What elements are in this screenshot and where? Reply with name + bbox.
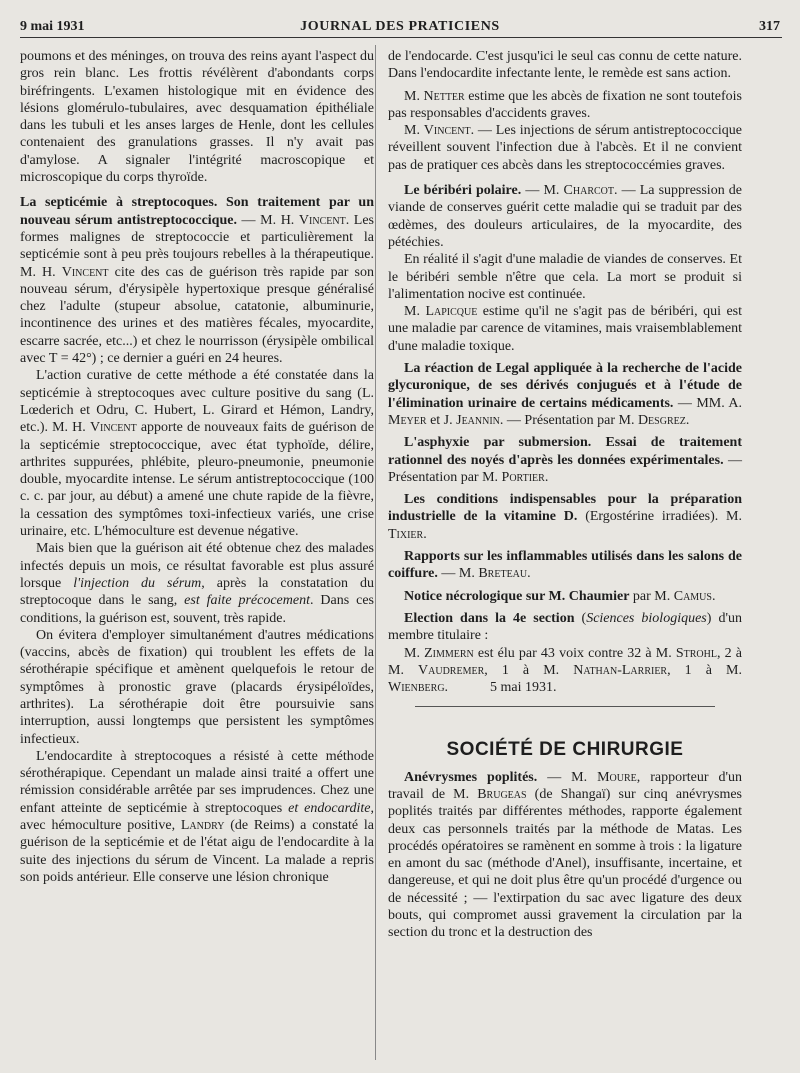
article-beriberi: Le béribéri polaire. — M. Charcot. — La suppression de viande de conserves guérit cette maladie qui se traduit par des œdèmes, des douleurs articulaires, de la myocardite, des pétéchies. — [388, 183, 743, 250]
paragraph: M. Netter estime que les abcès de fixation ne sont toutefois pas responsables d'accidents graves. — [388, 88, 742, 121]
article-septicemie: La septicémie à streptocoques. Son traitement par un nouveau sérum antistreptococcique. — M. H. Vincent. Les formes malignes de streptococcie et particulièrement la septicémie sont à peu près toujours rebelles à la thérapeutique. M. H. Vincent cite des cas de guérison très rapide par son nouveau sérum, d'érysipèle hypertoxique presque généralisé chez l'adulte (stupeur absolue, catatonie, albuminurie, incontinence des urines et des matières fécales, myocardite, escarre sacrée, etc...) et chez le nourrisson (érysipèle ombilical avec T = 42°) ; ce dernier a guéri en 24 heures. — [20, 195, 374, 367]
article-inflammables: Rapports sur les inflammables utilisés dans les salons de coiffure. — M. Breteau. — [388, 549, 742, 582]
paragraph: M. Zimmern est élu par 43 voix contre 32 à M. Strohl, 2 à M. Vaudremer, 1 à M. Nathan-Larrier, 1 à M. Wienberg. 5 mai 1931. — [388, 645, 743, 696]
date: 5 mai 1931. — [490, 680, 557, 696]
header-rule — [20, 37, 782, 38]
author-name: Vincent — [298, 212, 346, 228]
paragraph: M. Vincent. — Les injections de sérum antistreptococcique réveillent souvent l'infection due à l'abcès. Et il ne convient pas de pratiquer ces abcès dans les streptococcémies graves. — [388, 123, 743, 173]
journal-title: JOURNAL DES PRATICIENS — [300, 19, 500, 34]
article-title: Rapports sur les inflammables utilisés dans les salons de coiffure. — [388, 549, 742, 582]
section-separator — [415, 706, 715, 707]
paragraph: poumons et des méninges, on trouva des reins ayant l'aspect du gros rein blanc. Les frottis révélèrent d'abondants corps biréfringents. L'examen histologique mit en évidence des lésions glomérulo-tubulaires, avec desquamation épithéliale dans les tubuli et les anses larges de Henle, dont les cellules contenaient des granulations grasses. Il n'y avait pas d'amylose. A signaler l'intégrité macroscopique et microscopique du corps thyroïde. — [20, 49, 374, 186]
article-notice: Notice nécrologique sur M. Chaumier par M. Camus. — [404, 588, 716, 604]
paragraph: L'action curative de cette méthode a été constatée dans la septicémie à streptocoques avec culture positive du sang (L. Lœderich et Odru, C. Hubert, L. Girard et Hémon, Landry, etc.). M. H. Vincent apporte de nouveaux faits de guérison de la septicémie streptococcique, avec état typhoïde, délire, arthrites suppurées, phlébite, pleuro-pneumonie, pneumonie double, myocardite intense. Le sérum antistreptococcique (100 c. c. par jour, au début) a amené une chute rapide de la fièvre, la cessation des symptômes toxi-infectieux variés, une crise urinaire, etc. L'hémoculture est devenue négative. — [20, 368, 374, 540]
article-title: Notice nécrologique sur M. Chaumier — [404, 588, 630, 604]
paragraph: Mais bien que la guérison ait été obtenue chez des malades infectés depuis un mois, ce résultat favorable est plus assuré lorsque l'injection du sérum, après la constatation du streptocoque dans le sang, est faite précocement. Dans ces conditions, la guérison est, souvent, très rapide. — [20, 541, 374, 626]
left-column — [20, 48, 374, 886]
article-election: Election dans la 4e section (Sciences biologiques) d'un membre titulaire : — [388, 610, 742, 644]
section-title: SOCIÉTÉ DE CHIRURGIE — [446, 739, 684, 761]
article-title: Election dans la 4e section — [404, 610, 575, 626]
article-legal: La réaction de Legal appliquée à la recherche de l'acide glycuronique, de ses dérivés conjugués et à l'étude de l'élimination urinaire de certains médicaments. — MM. A. Meyer et J. Jeannin. — Présentation par M. Desgrez. — [388, 361, 743, 428]
page-header — [20, 14, 780, 36]
article-title: L'asphyxie par submersion. Essai de traitement rationnel des noyés d'après les données expérimentales. — [388, 435, 742, 468]
article-title: Le béribéri polaire. — [404, 183, 522, 199]
page-number: 317 — [759, 19, 780, 34]
paragraph: L'endocardite à streptocoques a résisté à cette méthode sérothérapique. Cependant un malade ainsi traité a offert une rémission considérable arrêtée par ses imprudences. Chez une enfant atteinte de septicémie à streptocoques et endocardite, avec hémoculture positive, Landry (de Reims) a constaté la guérison de la septicémie et de l'état aigu de l'endocardite à la suite des injections du sérum de Vincent. La malade a repris son poids antérieur. Elle conserve une lésion chronique — [20, 748, 375, 885]
article-title: Anévrysmes poplités. — [404, 769, 538, 785]
issue-date: 9 mai 1931 — [20, 19, 85, 34]
column-divider — [375, 45, 376, 1060]
article-vitamine: Les conditions indispensables pour la préparation industrielle de la vitamine D. (Ergostérine irradiées). M. Tixier. — [388, 492, 742, 542]
paragraph: de l'endocarde. C'est jusqu'ici le seul cas connu de cette nature. Dans l'endocardite infectante lente, le remède est sans action. — [388, 49, 742, 82]
article-title: La septicémie à streptocoques. Son traitement par un nouveau sérum antistreptococcique. — [20, 195, 374, 228]
article-title: La réaction de Legal appliquée à la recherche de l'acide glycuronique, de ses dérivés conjugués et à l'étude de l'élimination urinaire de certains médicaments. — [388, 361, 742, 411]
article-title: Les conditions indispensables pour la préparation industrielle de la vitamine D. — [388, 492, 742, 525]
paragraph: On évitera d'employer simultanément d'autres médications (vaccins, abcès de fixation) qui troublent les effets de la sérothérapie spécifique et amènent quelquefois le retour de symptômes à pronostic grave (placards érysipéloïdes, arthrites). La sérothérapie doit être poursuivie sans interruption, aussi longtemps que persistent les symptômes infectieux. — [20, 627, 374, 747]
paragraph: M. Lapicque estime qu'il ne s'agit pas de béribéri, qui est une maladie par carence de vitamines, mais vraisemblablement d'une maladie toxique. — [388, 304, 743, 354]
paragraph: En réalité il s'agit d'une maladie de viandes de conserves. Et le béribéri semble n'être que cela. La mort se produit si l'alimentation nocive est continuée. — [388, 252, 742, 302]
right-column — [388, 48, 742, 942]
article-anevrysmes: Anévrysmes poplités. — M. Moure, rapporteur d'un travail de M. Brugeas (de Shangaï) sur cinq anévrysmes poplités traités par différentes méthodes, rapporte également deux cas personnels traités par la méthode de Matas. Les procédés opératoires se ramènent en somme à trois : la ligature en amont du sac (méthode d'Anel), insuffisante, incertaine, et dangereuse, et qui ne doit plus être qu'un procédé d'urgence ou de nécessité ; — l'extirpation du sac avec ligature des deux bouts, qui compromet aussi gravement la circulation par la section du tronc et la destruction des — [388, 769, 742, 941]
article-asphyxie: L'asphyxie par submersion. Essai de traitement rationnel des noyés d'après les données expérimentales. — Présentation par M. Portier. — [388, 435, 742, 485]
